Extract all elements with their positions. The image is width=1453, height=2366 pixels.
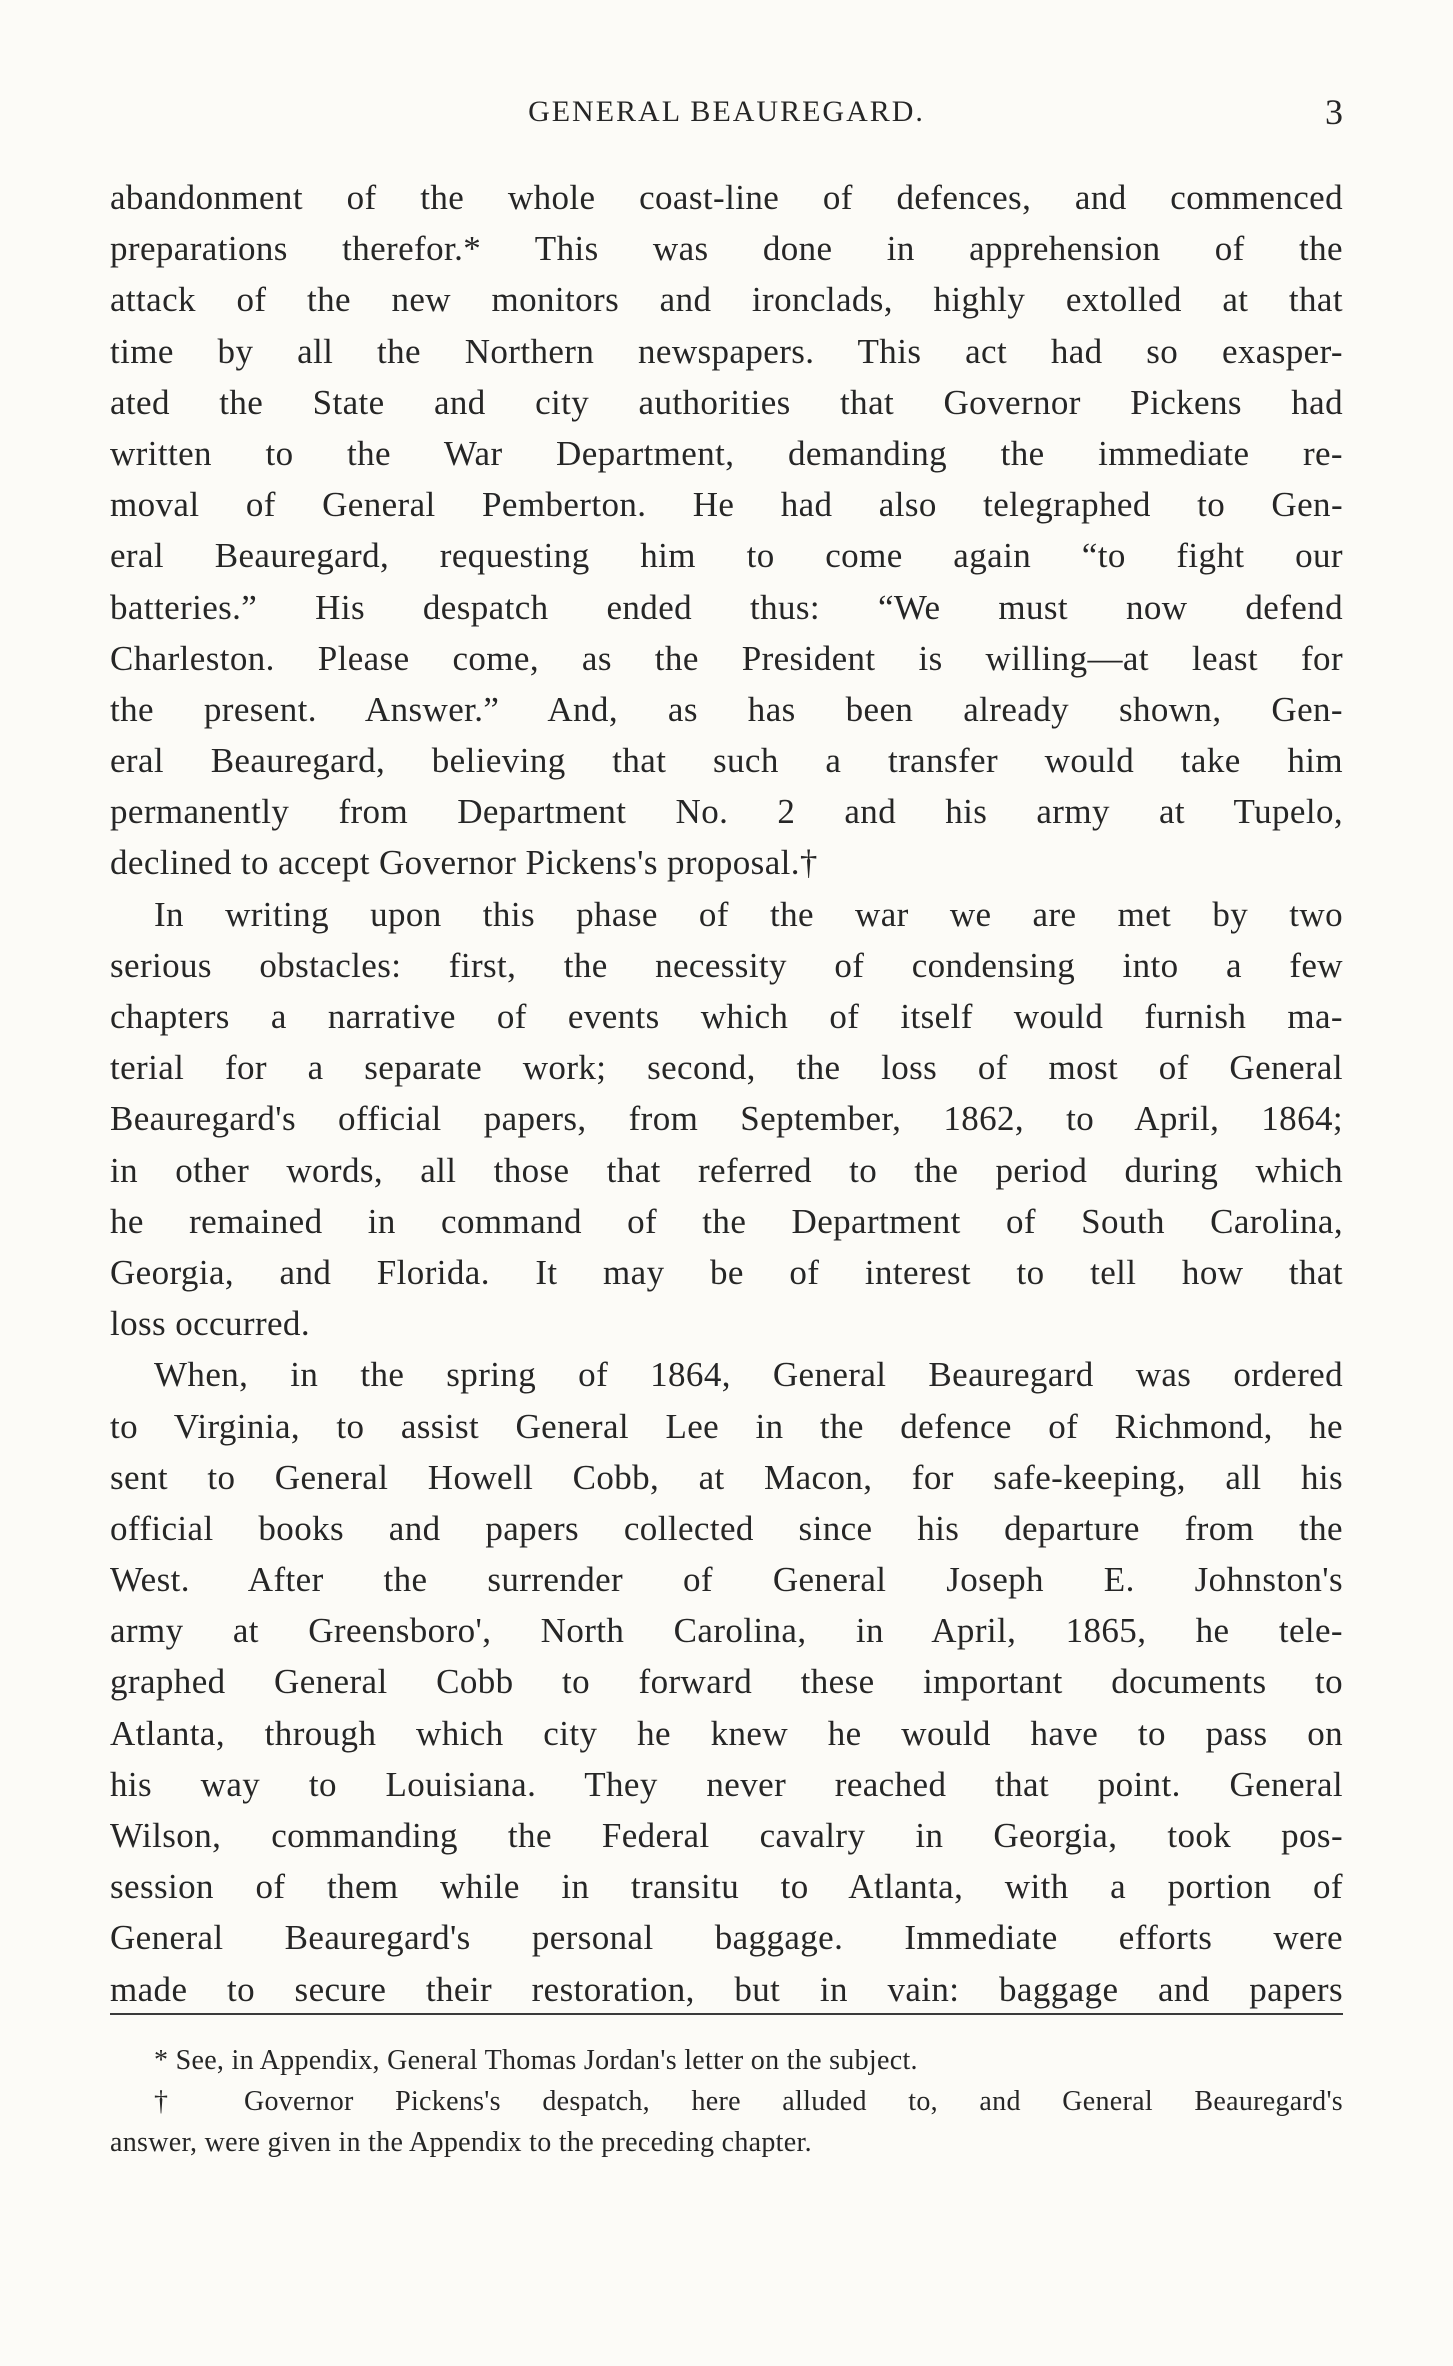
text-line: West. After the surrender of General Joseph E. Johnston's: [110, 1560, 1343, 1600]
text-line: Wilson, commanding the Federal cavalry in Georgia, took pos-: [110, 1816, 1343, 1855]
text-line: written to the War Department, demanding the immediate re-: [110, 433, 1343, 473]
text-line: graphed General Cobb to forward these important documents to: [110, 1662, 1343, 1702]
text-line: terial for a separate work; second, the loss of most of General: [110, 1048, 1343, 1088]
footnote-line: † Governor Pickens's despatch, here alluded to, and General Beauregard's: [154, 2086, 1343, 2117]
text-line: eral Beauregard, believing that such a transfer would take him: [110, 741, 1343, 781]
text-line: When, in the spring of 1864, General Beauregard was ordered: [154, 1355, 1343, 1395]
body-text: [110, 172, 1343, 2015]
text-line: official books and papers collected since his departure from the: [110, 1508, 1343, 1548]
text-line: Atlanta, through which city he knew he would have to pass on: [110, 1713, 1343, 1753]
text-line: ated the State and city authorities that Governor Pickens had: [110, 382, 1343, 422]
footnote-line: answer, were given in the Appendix to the preceding chapter.: [110, 2127, 812, 2158]
text-line: attack of the new monitors and ironclads, highly extolled at that: [110, 280, 1343, 320]
text-line: in other words, all those that referred to the period during which: [110, 1150, 1343, 1190]
text-line: time by all the Northern newspapers. This act had so exasper-: [110, 331, 1343, 371]
text-line: to Virginia, to assist General Lee in the defence of Richmond, he: [110, 1406, 1343, 1446]
text-line: his way to Louisiana. They never reached that point. General: [110, 1764, 1343, 1804]
running-title: GENERAL BEAUREGARD.: [528, 95, 925, 128]
footnotes: [110, 2040, 1343, 2163]
text-line: Beauregard's official papers, from September, 1862, to April, 1864;: [110, 1099, 1343, 1139]
text-line: army at Greensboro', North Carolina, in April, 1865, he tele-: [110, 1611, 1343, 1651]
text-line: sent to General Howell Cobb, at Macon, for safe-keeping, all his: [110, 1457, 1343, 1497]
text-line: Charleston. Please come, as the President is willing—at least for: [110, 638, 1343, 678]
text-line: declined to accept Governor Pickens's proposal.†: [110, 843, 818, 883]
text-line: loss occurred.: [110, 1304, 310, 1344]
text-line: moval of General Pemberton. He had also telegraphed to Gen-: [110, 485, 1343, 525]
text-line: he remained in command of the Department of South Carolina,: [110, 1201, 1343, 1241]
text-line: chapters a narrative of events which of itself would furnish ma-: [110, 997, 1343, 1036]
text-line: session of them while in transitu to Atlanta, with a portion of: [110, 1867, 1343, 1907]
text-line: Georgia, and Florida. It may be of interest to tell how that: [110, 1252, 1343, 1292]
text-line: abandonment of the whole coast-line of defences, and commenced: [110, 178, 1343, 217]
text-line: permanently from Department No. 2 and his army at Tupelo,: [110, 792, 1343, 832]
text-line: In writing upon this phase of the war we are met by two: [154, 894, 1343, 934]
text-line: preparations therefor.* This was done in apprehension of the: [110, 229, 1343, 269]
text-line: batteries.” His despatch ended thus: “We must now defend: [110, 587, 1343, 627]
text-line: the present. Answer.” And, as has been already shown, Gen-: [110, 689, 1343, 729]
running-head: [110, 92, 1343, 132]
text-line: made to secure their restoration, but in vain: baggage and papers: [110, 1969, 1343, 2009]
footnote-divider: [110, 2013, 1343, 2015]
text-line: General Beauregard's personal baggage. Immediate efforts were: [110, 1918, 1343, 1958]
text-line: eral Beauregard, requesting him to come again “to fight our: [110, 536, 1343, 576]
page-number: 3: [1325, 92, 1343, 132]
footnote-line: * See, in Appendix, General Thomas Jordan's letter on the subject.: [154, 2045, 918, 2076]
text-line: serious obstacles: first, the necessity of condensing into a few: [110, 945, 1343, 985]
